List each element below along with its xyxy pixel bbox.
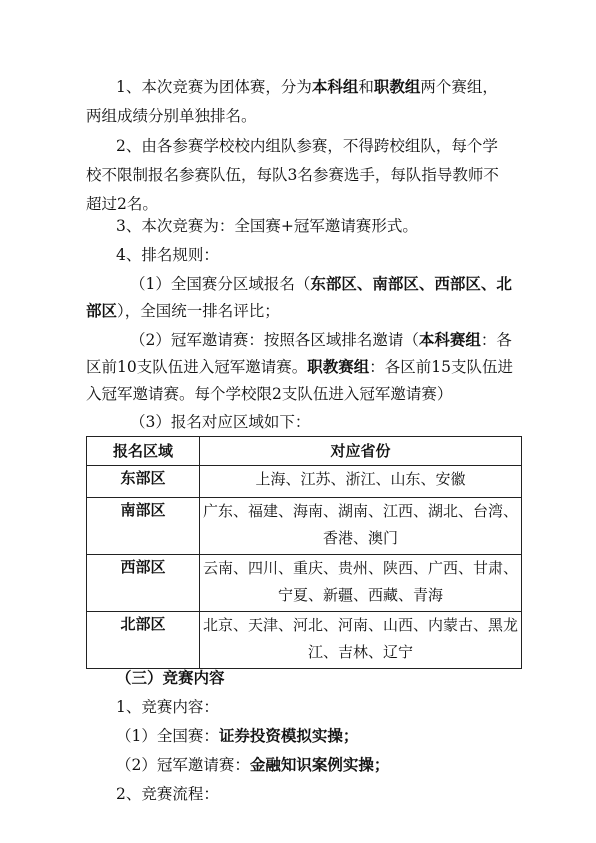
- region-table: [86, 436, 522, 669]
- region-cell: 南部区: [87, 498, 200, 555]
- rule-2-line-1: （2）冠军邀请赛：按照各区域排名邀请（本科赛组：各: [130, 331, 512, 349]
- provinces-cell: 广东、福建、海南、湖南、江西、湖北、台湾、香港、澳门: [200, 498, 522, 555]
- rule-1-line-2: 部区），全国统一排名评比；: [86, 302, 280, 320]
- rule-3: （3）报名对应区域如下：: [130, 413, 311, 431]
- para-2-line-1: 2、由各参赛学校校内组队参赛，不得跨校组队，每个学: [116, 137, 498, 155]
- section-3-heading: （三）竞赛内容: [116, 669, 225, 687]
- item-1: （1）全国赛：证券投资模拟实操；: [116, 727, 359, 745]
- header-region: 报名区域: [87, 437, 200, 466]
- region-cell: 西部区: [87, 555, 200, 612]
- para-1-line-1: 1、本次竞赛为团体赛，分为本科组和职教组两个赛组，: [116, 78, 498, 96]
- para-4: 4、排名规则：: [116, 246, 219, 264]
- rule-2-line-2: 区前10支队伍进入冠军邀请赛。职教赛组：各区前15支队伍进: [86, 358, 513, 376]
- provinces-cell: 上海、江苏、浙江、山东、安徽: [200, 466, 522, 498]
- table-row: [87, 466, 522, 498]
- content-2: 2、竞赛流程：: [116, 785, 219, 803]
- provinces-cell: 云南、四川、重庆、贵州、陕西、广西、甘肃、宁夏、新疆、西藏、青海: [200, 555, 522, 612]
- table-row: [87, 498, 522, 555]
- table-row: [87, 612, 522, 669]
- content-1: 1、竞赛内容：: [116, 698, 219, 716]
- rule-1-line-1: （1）全国赛分区域报名（东部区、南部区、西部区、北: [130, 275, 512, 293]
- rule-2-line-3: 入冠军邀请赛。每个学校限2支队伍进入冠军邀请赛）: [86, 385, 453, 403]
- item-2: （2）冠军邀请赛：金融知识案例实操；: [116, 756, 390, 774]
- para-1-line-2: 两组成绩分别单独排名。: [86, 107, 257, 125]
- region-cell: 北部区: [87, 612, 200, 669]
- table-header-row: [87, 437, 522, 466]
- header-provinces: 对应省份: [200, 437, 522, 466]
- table-row: [87, 555, 522, 612]
- para-2-line-3: 超过2名。: [86, 195, 158, 213]
- para-3: 3、本次竞赛为：全国赛+冠军邀请赛形式。: [116, 217, 418, 235]
- para-2-line-2: 校不限制报名参赛队伍，每队3名参赛选手，每队指导教师不: [86, 166, 499, 184]
- region-cell: 东部区: [87, 466, 200, 498]
- provinces-cell: 北京、天津、河北、河南、山西、内蒙古、黑龙江、吉林、辽宁: [200, 612, 522, 669]
